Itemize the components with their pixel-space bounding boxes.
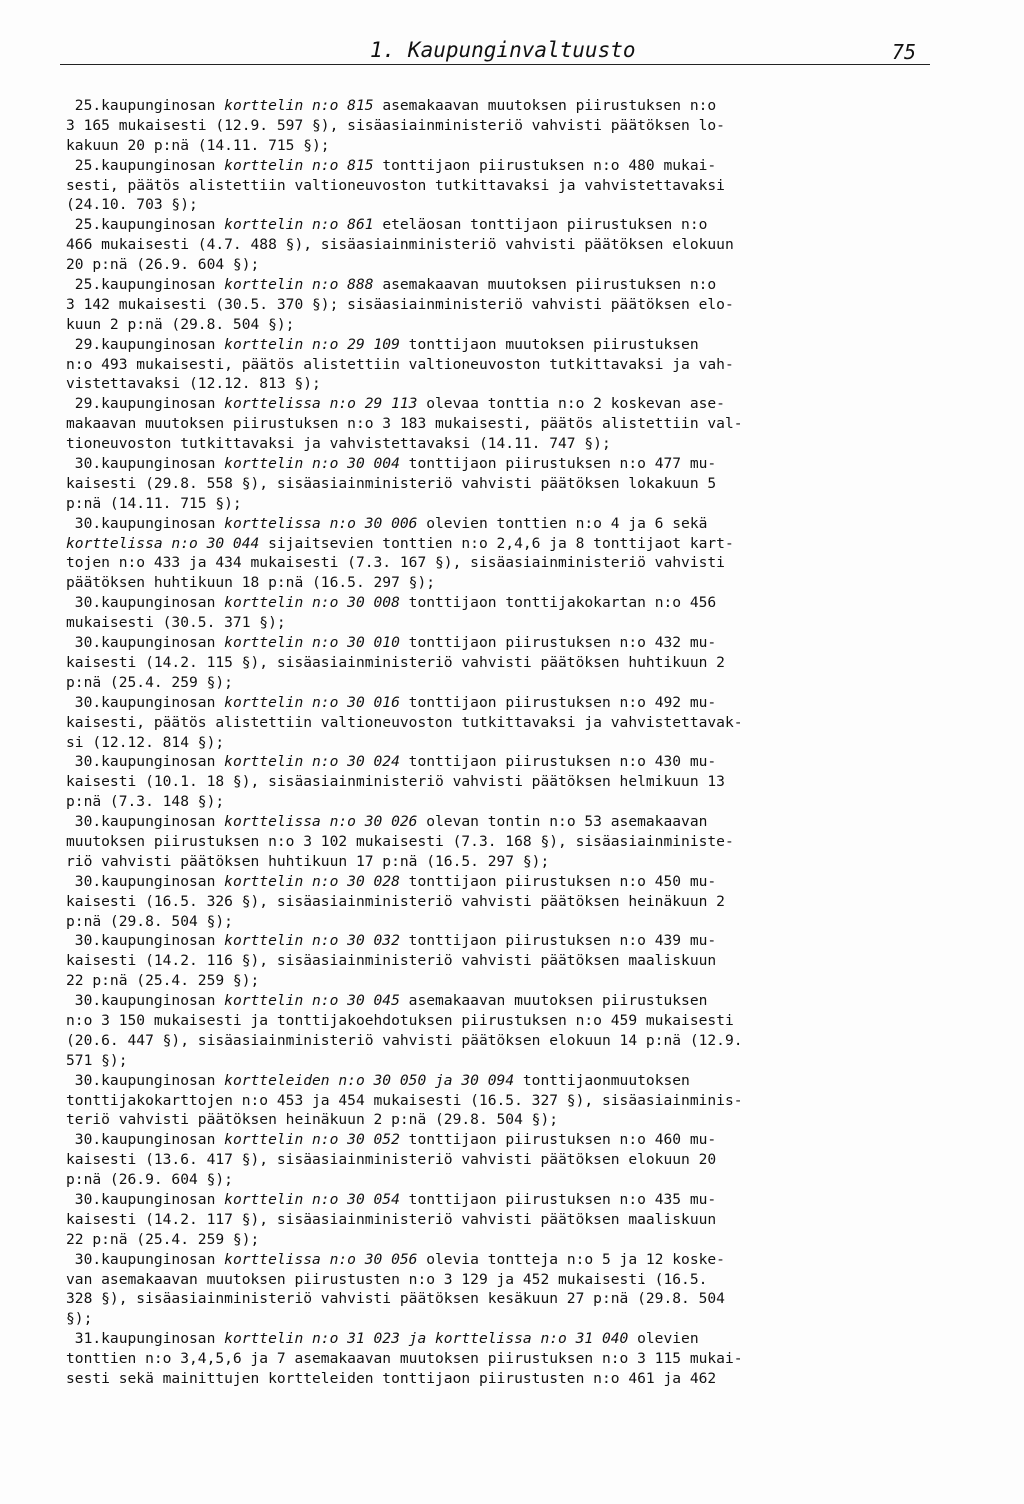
text-line: (24.10. 703 §); [66, 196, 198, 214]
text-line: 30.kaupunginosan korttelissa n:o 30 056 olevia tontteja n:o 5 ja 12 koske- [66, 1250, 725, 1268]
text-line: n:o 3 150 mukaisesti ja tonttijakoehdotuksen piirustuksen n:o 459 mukaisesti [66, 1011, 734, 1029]
page-number: 75 [891, 40, 916, 64]
text-line: makaavan muutoksen piirustuksen n:o 3 183 mukaisesti, päätös alistettiin val- [66, 415, 743, 433]
text-line: 25.kaupunginosan korttelin n:o 861 eteläosan tonttijaon piirustuksen n:o [66, 216, 708, 234]
text-line: p:nä (14.11. 715 §); [66, 494, 242, 512]
body-text [66, 96, 932, 1389]
text-line: vistettavaksi (12.12. 813 §); [66, 375, 321, 393]
text-line: kaisesti (29.8. 558 §), sisäasiainministeriö vahvisti päätöksen lokakuun 5 [66, 474, 717, 492]
text-line: van asemakaavan muutoksen piirustusten n:o 3 129 ja 452 mukaisesti (16.5. [66, 1270, 708, 1288]
text-line: sesti, päätös alistettiin valtioneuvoston tutkittavaksi ja vahvistettavaksi [66, 176, 725, 194]
text-line: 30.kaupunginosan korttelin n:o 30 045 asemakaavan muutoksen piirustuksen [66, 992, 708, 1010]
text-line: 30.kaupunginosan korttelin n:o 30 054 tonttijaon piirustuksen n:o 435 mu- [66, 1190, 717, 1208]
text-line: sesti sekä mainittujen kortteleiden tonttijaon piirustusten n:o 461 ja 462 [66, 1370, 717, 1387]
text-line: tioneuvoston tutkittavaksi ja vahvistettavaksi (14.11. 747 §); [66, 435, 611, 453]
text-line: kuun 2 p:nä (29.8. 504 §); [66, 315, 295, 333]
text-line: 30.kaupunginosan korttelin n:o 30 032 tonttijaon piirustuksen n:o 439 mu- [66, 932, 717, 950]
text-line: 30.kaupunginosan korttelin n:o 30 010 tonttijaon piirustuksen n:o 432 mu- [66, 634, 717, 652]
text-line: 25.kaupunginosan korttelin n:o 888 asemakaavan muutoksen piirustuksen n:o [66, 276, 717, 294]
text-line: 571 §); [66, 1051, 128, 1069]
text-line: kaisesti (14.2. 115 §), sisäasiainministeriö vahvisti päätöksen huhtikuun 2 [66, 653, 725, 671]
text-line: p:nä (7.3. 148 §); [66, 793, 225, 811]
text-line: 30.kaupunginosan korttelin n:o 30 028 tonttijaon piirustuksen n:o 450 mu- [66, 872, 717, 890]
text-line: p:nä (29.8. 504 §); [66, 912, 233, 930]
text-line: tonttijakokarttojen n:o 453 ja 454 mukaisesti (16.5. 327 §), sisäasiainminis- [66, 1091, 743, 1109]
text-line: 25.kaupunginosan korttelin n:o 815 tonttijaon piirustuksen n:o 480 mukai- [66, 156, 717, 174]
text-line: 30.kaupunginosan korttelin n:o 30 004 tonttijaon piirustuksen n:o 477 mu- [66, 455, 717, 473]
text-line: 30.kaupunginosan korttelin n:o 30 052 tonttijaon piirustuksen n:o 460 mu- [66, 1131, 717, 1149]
page-header [60, 24, 930, 65]
text-line: 30.kaupunginosan korttelin n:o 30 024 tonttijaon piirustuksen n:o 430 mu- [66, 753, 717, 771]
text-line: 25.kaupunginosan korttelin n:o 815 asemakaavan muutoksen piirustuksen n:o [66, 97, 717, 114]
text-line: 20 p:nä (26.9. 604 §); [66, 256, 260, 274]
text-line: kaisesti (14.2. 117 §), sisäasiainministeriö vahvisti päätöksen maaliskuun [66, 1210, 717, 1228]
text-line: (20.6. 447 §), sisäasiainministeriö vahvisti päätöksen elokuun 14 p:nä (12.9. [66, 1031, 743, 1049]
text-line: tonttien n:o 3,4,5,6 ja 7 asemakaavan muutoksen piirustuksen n:o 3 115 mukai- [66, 1350, 743, 1368]
text-line: 30.kaupunginosan korttelin n:o 30 016 tonttijaon piirustuksen n:o 492 mu- [66, 693, 717, 711]
section-title: 1. Kaupunginvaltuusto [370, 38, 636, 62]
text-line: 31.kaupunginosan korttelin n:o 31 023 ja korttelissa n:o 31 040 olevien [66, 1330, 699, 1348]
text-line: kaisesti (10.1. 18 §), sisäasiainministeriö vahvisti päätöksen helmikuun 13 [66, 773, 725, 791]
text-line: si (12.12. 814 §); [66, 733, 225, 751]
text-line: kaisesti (16.5. 326 §), sisäasiainministeriö vahvisti päätöksen heinäkuun 2 [66, 892, 725, 910]
text-line: muutoksen piirustuksen n:o 3 102 mukaisesti (7.3. 168 §), sisäasiainministe- [66, 832, 734, 850]
text-line: riö vahvisti päätöksen huhtikuun 17 p:nä (16.5. 297 §); [66, 852, 550, 870]
text-line: 29.kaupunginosan korttelin n:o 29 109 tonttijaon muutoksen piirustuksen [66, 335, 699, 353]
text-line: kakuun 20 p:nä (14.11. 715 §); [66, 136, 330, 154]
text-line: korttelissa n:o 30 044 sijaitsevien tonttien n:o 2,4,6 ja 8 tonttijaot kart- [66, 534, 734, 552]
text-line: mukaisesti (30.5. 371 §); [66, 614, 286, 632]
text-line: teriö vahvisti päätöksen heinäkuun 2 p:nä (29.8. 504 §); [66, 1111, 559, 1129]
text-line: 22 p:nä (25.4. 259 §); [66, 972, 260, 990]
text-line: 466 mukaisesti (4.7. 488 §), sisäasiainministeriö vahvisti päätöksen elokuun [66, 236, 734, 254]
text-line: 3 165 mukaisesti (12.9. 597 §), sisäasiainministeriö vahvisti päätöksen lo- [66, 116, 725, 134]
text-line: 30.kaupunginosan korttelissa n:o 30 006 olevien tonttien n:o 4 ja 6 sekä [66, 514, 708, 532]
text-line: kaisesti, päätös alistettiin valtioneuvoston tutkittavaksi ja vahvistettavak- [66, 713, 743, 731]
text-line: §); [66, 1310, 93, 1328]
text-line: tojen n:o 433 ja 434 mukaisesti (7.3. 167 §), sisäasiainministeriö vahvisti [66, 554, 725, 572]
text-line: kaisesti (14.2. 116 §), sisäasiainministeriö vahvisti päätöksen maaliskuun [66, 952, 717, 970]
text-line: 29.kaupunginosan korttelissa n:o 29 113 olevaa tonttia n:o 2 koskevan ase- [66, 395, 725, 413]
text-line: 30.kaupunginosan kortteleiden n:o 30 050 ja 30 094 tonttijaonmuutoksen [66, 1071, 690, 1089]
text-line: 22 p:nä (25.4. 259 §); [66, 1230, 260, 1248]
text-line: p:nä (26.9. 604 §); [66, 1171, 233, 1189]
text-line: p:nä (25.4. 259 §); [66, 673, 233, 691]
text-line: 3 142 mukaisesti (30.5. 370 §); sisäasiainministeriö vahvisti päätöksen elo- [66, 295, 734, 313]
text-line: 30.kaupunginosan korttelin n:o 30 008 tonttijaon tonttijakokartan n:o 456 [66, 594, 717, 612]
text-line: päätöksen huhtikuun 18 p:nä (16.5. 297 §); [66, 574, 436, 592]
text-line: kaisesti (13.6. 417 §), sisäasiainministeriö vahvisti päätöksen elokuun 20 [66, 1151, 717, 1169]
text-line: 328 §), sisäasiainministeriö vahvisti päätöksen kesäkuun 27 p:nä (29.8. 504 [66, 1290, 725, 1308]
text-line: 30.kaupunginosan korttelissa n:o 30 026 olevan tontin n:o 53 asemakaavan [66, 813, 708, 831]
text-line: n:o 493 mukaisesti, päätös alistettiin valtioneuvoston tutkittavaksi ja vah- [66, 355, 734, 373]
